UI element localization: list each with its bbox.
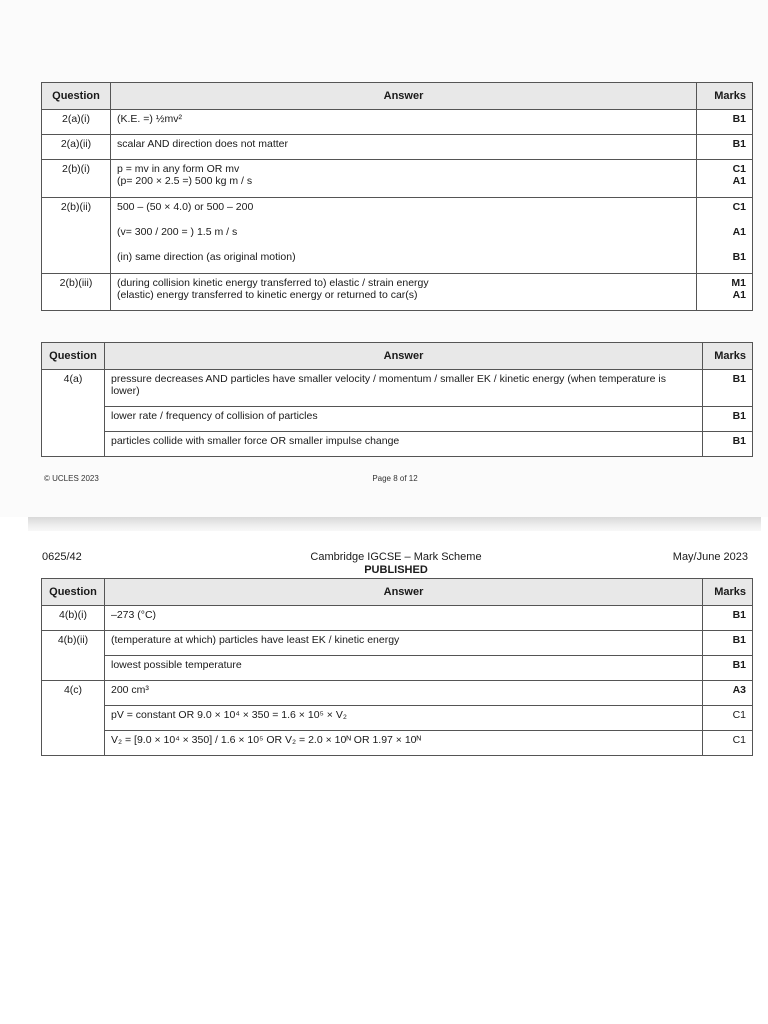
- answer-cell: V₂ = [9.0 × 10⁴ × 350] / 1.6 × 10⁵ OR V₂ = 2.0 × 10ᴺ OR 1.97 × 10ᴺ: [105, 731, 703, 756]
- marks-cell: B1: [703, 606, 753, 631]
- answer-cell: (temperature at which) particles have least EK / kinetic energy: [105, 631, 703, 656]
- marks-cell: [697, 198, 753, 274]
- table-header-row: [42, 343, 753, 370]
- mark: B1: [732, 251, 746, 263]
- marks-cell: B1: [703, 432, 753, 457]
- table-row: [42, 198, 753, 274]
- answer-cell: [111, 160, 697, 198]
- table-row: [42, 274, 753, 311]
- answer-cell: [111, 135, 697, 160]
- question-cell: 2(b)(ii): [42, 198, 111, 274]
- answer-cell: lowest possible temperature: [105, 656, 703, 681]
- mark-scheme-table-q4a: [41, 342, 753, 457]
- table-row: [42, 606, 753, 631]
- answer-line: (during collision kinetic energy transferred to) elastic / strain energy: [117, 277, 429, 289]
- answer-header: Answer: [105, 579, 703, 606]
- table-header-row: [42, 579, 753, 606]
- answer-header: Answer: [105, 343, 703, 370]
- table-row: [42, 370, 753, 407]
- mark: A1: [732, 175, 746, 187]
- marks-cell: B1: [697, 135, 753, 160]
- table-row: [42, 731, 753, 756]
- answer-line: (p= 200 × 2.5 =) 500 kg m / s: [117, 175, 253, 187]
- table-row: [42, 407, 753, 432]
- answer-line: (K.E. =) ½mv²: [117, 113, 183, 125]
- mark: M1: [731, 277, 746, 289]
- answer-cell: –273 (°C): [105, 606, 703, 631]
- question-header: Question: [42, 83, 111, 110]
- marks-header: Marks: [703, 343, 753, 370]
- question-cell: 2(a)(i): [42, 110, 111, 135]
- page-separator: [28, 517, 761, 531]
- marks-cell: C1: [703, 731, 753, 756]
- marks-cell: C1: [703, 706, 753, 731]
- published-label: PUBLISHED: [364, 564, 428, 576]
- exam-session: May/June 2023: [672, 551, 748, 563]
- mark-scheme-table-q2: [41, 82, 753, 311]
- mark-scheme-table-q4bc: [41, 578, 753, 756]
- question-cell: 4(c): [42, 681, 105, 756]
- answer-line: (v= 300 / 200 = ) 1.5 m / s: [117, 226, 238, 238]
- mark: C1: [732, 201, 746, 213]
- answer-line: p = mv in any form OR mv: [117, 163, 240, 175]
- answer-cell: pressure decreases AND particles have smaller velocity / momentum / smaller EK / kinetic energy (when temperature is lower): [105, 370, 703, 407]
- table-row: [42, 706, 753, 731]
- marks-cell: B1: [703, 656, 753, 681]
- answer-cell: [111, 110, 697, 135]
- answer-cell: lower rate / frequency of collision of particles: [105, 407, 703, 432]
- marks-cell: [697, 160, 753, 198]
- marks-cell: B1: [703, 407, 753, 432]
- answer-line: (in) same direction (as original motion): [117, 251, 296, 263]
- marks-header: Marks: [697, 83, 753, 110]
- page-number: Page 8 of 12: [372, 474, 418, 483]
- answer-cell: 200 cm³: [105, 681, 703, 706]
- answer-line: 500 – (50 × 4.0) or 500 – 200: [117, 201, 254, 213]
- question-cell: 4(b)(ii): [42, 631, 105, 681]
- table-row: [42, 656, 753, 681]
- title-text: Cambridge IGCSE – Mark Scheme: [310, 551, 482, 563]
- mark: A1: [732, 226, 746, 238]
- marks-cell: B1: [697, 110, 753, 135]
- answer-cell: [111, 198, 697, 274]
- mark: C1: [732, 163, 746, 175]
- table-header-row: [42, 83, 753, 110]
- table-row: [42, 160, 753, 198]
- marks-cell: [697, 274, 753, 311]
- syllabus-code: 0625/42: [42, 551, 82, 563]
- answer-header: Answer: [111, 83, 697, 110]
- table-row: [42, 110, 753, 135]
- table-row: [42, 681, 753, 706]
- answer-cell: particles collide with smaller force OR smaller impulse change: [105, 432, 703, 457]
- copyright-footer: © UCLES 2023: [44, 474, 99, 483]
- table-row: [42, 631, 753, 656]
- answer-line: (elastic) energy transferred to kinetic energy or returned to car(s): [117, 289, 418, 301]
- answer-cell: [111, 274, 697, 311]
- question-header: Question: [42, 579, 105, 606]
- document-title: [280, 551, 512, 577]
- marks-cell: A3: [703, 681, 753, 706]
- question-cell: 4(a): [42, 370, 105, 457]
- table-row: [42, 432, 753, 457]
- answer-line: scalar AND direction does not matter: [117, 138, 288, 150]
- question-cell: 2(b)(iii): [42, 274, 111, 311]
- marks-cell: B1: [703, 631, 753, 656]
- mark: A1: [732, 289, 746, 301]
- question-cell: 2(a)(ii): [42, 135, 111, 160]
- question-cell: 4(b)(i): [42, 606, 105, 631]
- marks-cell: B1: [703, 370, 753, 407]
- table-row: [42, 135, 753, 160]
- question-header: Question: [42, 343, 105, 370]
- answer-cell: pV = constant OR 9.0 × 10⁴ × 350 = 1.6 × 10⁵ × V₂: [105, 706, 703, 731]
- marks-header: Marks: [703, 579, 753, 606]
- question-cell: 2(b)(i): [42, 160, 111, 198]
